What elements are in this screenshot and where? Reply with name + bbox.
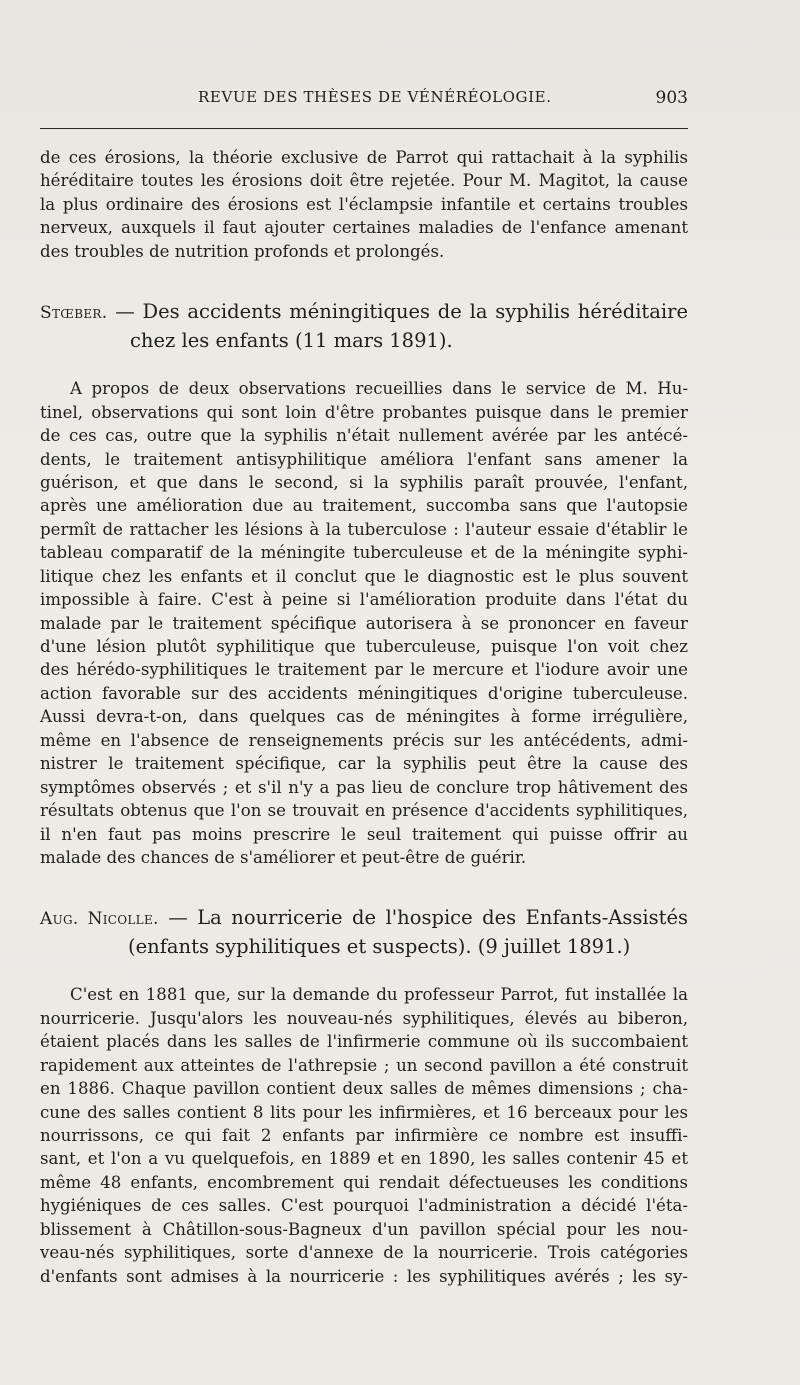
text-line: dents, le traitement antisyphilitique améliora l'enfant sans amener la: [40, 449, 688, 469]
text-line: nistrer le traitement spécifique, car la syphilis peut être la cause des: [40, 754, 688, 774]
stoeber-paragraph: [40, 377, 688, 869]
text-line: cune des salles contient 8 lits pour les infirmières, et 16 berceaux pour les: [40, 1102, 688, 1122]
text-line: permît de rattacher les lésions à la tuberculose : l'auteur essaie d'établir le: [40, 519, 688, 539]
text-line: C'est en 1881 que, sur la demande du professeur Parrot, fut installée la: [70, 985, 688, 1005]
text-line: en 1886. Chaque pavillon contient deux salles de mêmes dimensions ; cha-: [40, 1079, 688, 1099]
text-line: héréditaire toutes les érosions doit être rejetée. Pour M. Magitot, la cause: [40, 171, 688, 191]
text-line: nourricerie. Jusqu'alors les nouveau-nés syphilitiques, élevés au biberon,: [40, 1008, 688, 1028]
text-line: malade des chances de s'améliorer et peut-être de guérir.: [40, 847, 527, 867]
heading-title: — Des accidents méningitiques de la syphilis héréditaire: [115, 300, 688, 324]
text-line: des troubles de nutrition profonds et prolongés.: [40, 241, 445, 261]
text-line: il n'en faut pas moins prescrire le seul traitement qui puisse offrir au: [40, 824, 688, 844]
running-title: REVUE DES THÈSES DE VÉNÉRÉOLOGIE.: [198, 88, 552, 106]
text-line: d'enfants sont admises à la nourricerie : les syphilitiques avérés ; les sy-: [40, 1266, 688, 1286]
spacer: [40, 869, 688, 904]
spacer: [40, 263, 688, 298]
text-line: sant, et l'on a vu quelquefois, en 1889 et en 1890, les salles contenir 45 et: [40, 1149, 688, 1169]
heading-line: [40, 904, 688, 933]
author-name: Stœber.: [40, 303, 108, 324]
text-line: même en l'absence de renseignements précis sur les antécédents, admi-: [40, 730, 688, 750]
text-line: action favorable sur des accidents méningitiques d'origine tuberculeuse.: [40, 683, 688, 703]
spacer: [40, 961, 688, 983]
spacer: [40, 355, 688, 377]
text-line: nerveux, auxquels il faut ajouter certaines maladies de l'enfance amenant: [40, 218, 688, 238]
text-line: résultats obtenus que l'on se trouvait en présence d'accidents syphilitiques,: [40, 801, 688, 821]
text-line: tableau comparatif de la méningite tuberculeuse et de la méningite syphi-: [40, 543, 688, 563]
text-line: étaient placés dans les salles de l'infirmerie commune où ils succombaient: [40, 1032, 688, 1052]
text-line: blissement à Châtillon-sous-Bagneux d'un pavillon spécial pour les nou-: [40, 1219, 688, 1239]
text-line: même 48 enfants, encombrement qui rendait défectueuses les conditions: [40, 1172, 688, 1192]
heading-line: [40, 298, 688, 327]
text-line: nourrissons, ce qui fait 2 enfants par infirmière ce nombre est insuffi-: [40, 1126, 688, 1145]
text-line: la plus ordinaire des érosions est l'éclampsie infantile et certains troubles: [40, 194, 688, 214]
nicolle-paragraph: [40, 983, 688, 1288]
header-rule: [40, 128, 688, 129]
heading-line: (enfants syphilitiques et suspects). (9 juillet 1891.): [128, 935, 631, 959]
section-heading-nicolle: [40, 904, 688, 961]
text-line: symptômes observés ; et s'il n'y a pas lieu de conclure trop hâtivement des: [40, 777, 688, 797]
text-line: de ces cas, outre que la syphilis n'était nullement avérée par les antécé-: [40, 426, 688, 446]
page-number: 903: [655, 88, 688, 108]
text-line: hygiéniques de ces salles. C'est pourquoi l'administration a décidé l'éta-: [40, 1196, 688, 1216]
text-line: impossible à faire. C'est à peine si l'amélioration produite dans l'état du: [40, 590, 688, 610]
text-line: rapidement aux atteintes de l'athrepsie ; un second pavillon a été construit: [40, 1055, 688, 1075]
heading-line: chez les enfants (11 mars 1891).: [130, 329, 453, 353]
text-line: des hérédo-syphilitiques le traitement par le mercure et l'iodure avoir une: [40, 660, 688, 680]
text-line: de ces érosions, la théorie exclusive de Parrot qui rattachait à la syphilis: [40, 148, 688, 167]
text-line: Aussi devra-t-on, dans quelques cas de méningites à forme irrégulière,: [40, 707, 688, 727]
heading-title: — La nourricerie de l'hospice des Enfants-Assistés: [168, 906, 689, 930]
intro-paragraph: [40, 146, 688, 263]
text-line: guérison, et que dans le second, si la syphilis paraît prouvée, l'enfant,: [40, 472, 688, 492]
text-line: veau-nés syphilitiques, sorte d'annexe de la nourricerie. Trois catégories: [40, 1243, 688, 1263]
text-line: après une amélioration due au traitement, succomba sans que l'autopsie: [40, 496, 688, 516]
text-line: d'une lésion plutôt syphilitique que tuberculeuse, puisque l'on voit chez: [40, 637, 688, 656]
running-head: [40, 88, 688, 114]
author-name: Aug. Nicolle.: [40, 909, 159, 930]
text-line: litique chez les enfants et il conclut que le diagnostic est le plus souvent: [40, 566, 688, 586]
text-line: malade par le traitement spécifique autorisera à se prononcer en faveur: [40, 613, 688, 633]
text-line: tinel, observations qui sont loin d'être probantes puisque dans le premier: [40, 402, 688, 422]
body-text: [40, 146, 688, 1288]
section-heading-stoeber: [40, 298, 688, 355]
text-line: A propos de deux observations recueillies dans le service de M. Hu-: [70, 379, 688, 399]
